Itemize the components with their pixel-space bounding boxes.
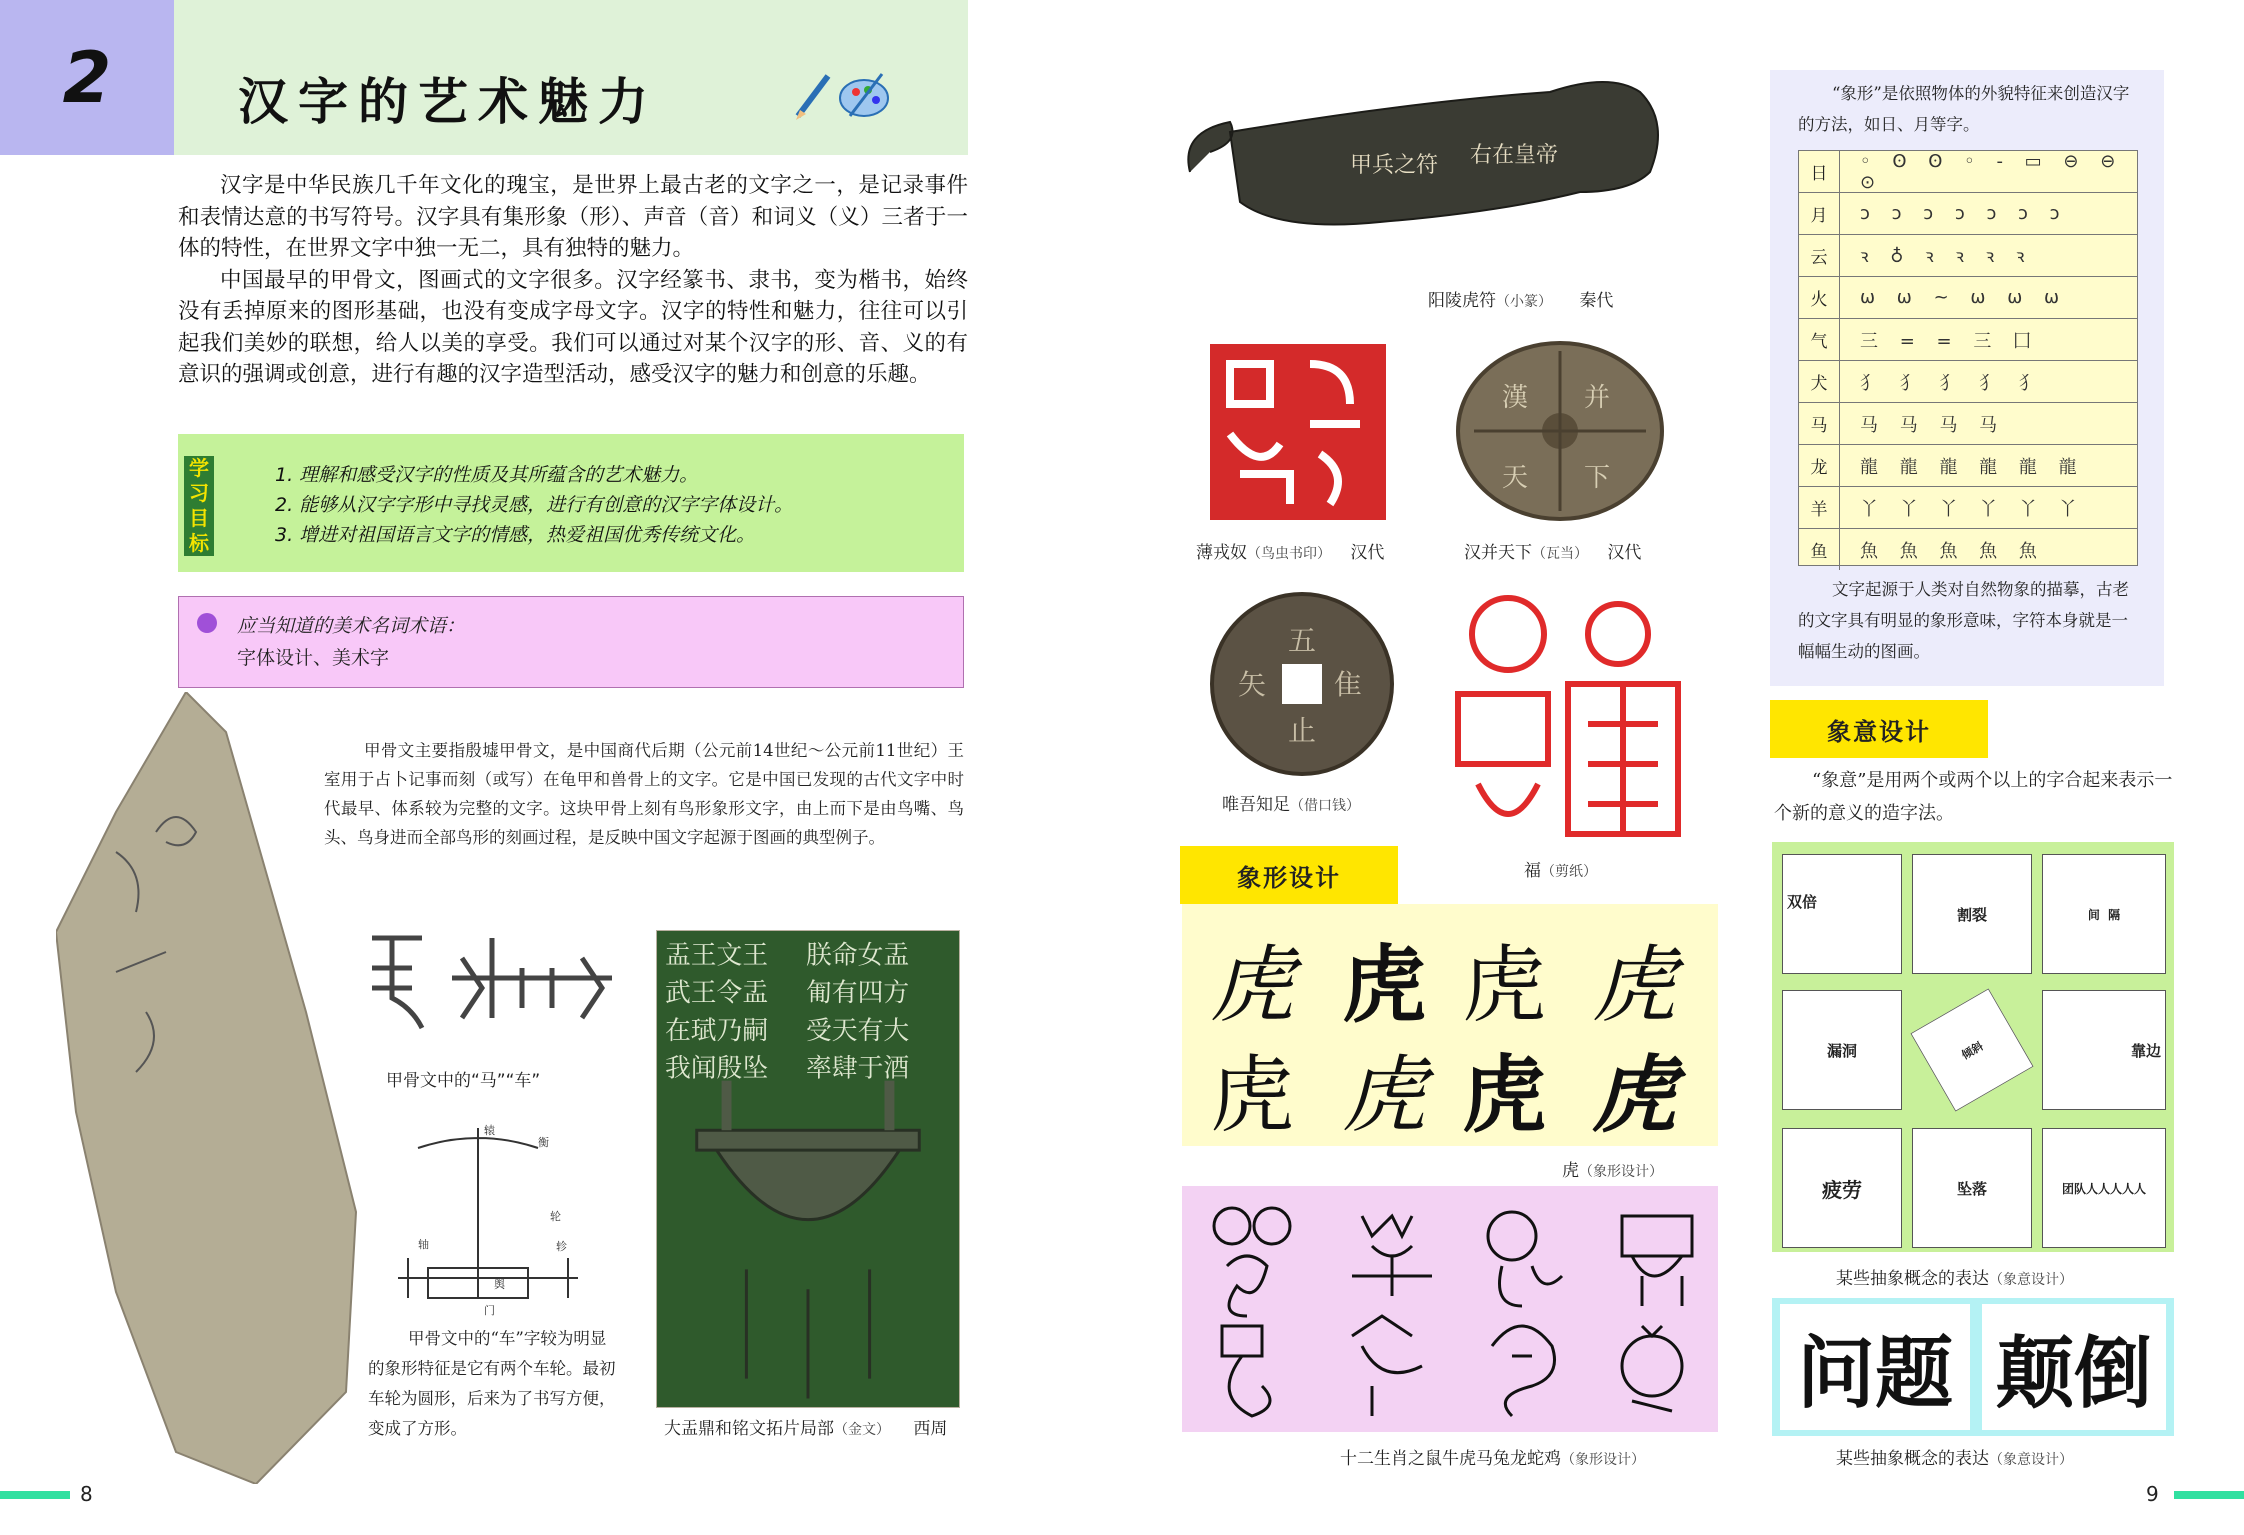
fu-papercut-photo <box>1438 584 1694 852</box>
tiger-tally-caption: 阳陵虎符（小篆） 秦代 <box>1428 291 1614 311</box>
seal-pattern <box>1210 344 1386 520</box>
objective-2: 2. 能够从汉字字形中寻找灵感，进行有创意的汉字字体设计。 <box>275 494 794 516</box>
seal-caption: 薄戎奴（鸟虫书印） 汉代 <box>1196 543 1385 563</box>
tiger-char-8: 虎 <box>1592 1046 1677 1144</box>
cart-label-yu: 舆 <box>494 1278 505 1291</box>
tiger-char-6: 虎 <box>1342 1046 1427 1144</box>
page-number-left: 8 <box>80 1482 93 1506</box>
zodiac-designs-box <box>1182 1186 1718 1432</box>
xiangxing-table-char: 云 <box>1799 235 1840 276</box>
svg-text:匍有四方: 匍有四方 <box>806 978 910 1009</box>
chapter-title-bar <box>174 0 968 155</box>
svg-text:止: 止 <box>1288 714 1317 747</box>
concept-cell-3: 间 隔 <box>2042 854 2166 974</box>
concept-cell-1: 双倍 <box>1782 854 1902 974</box>
tiger-char-7: 虎 <box>1462 1046 1547 1144</box>
tiger-tally-photo <box>1170 62 1690 262</box>
ding-caption: 大盂鼎和铭文拓片局部（金文） 西周 <box>664 1419 948 1439</box>
svg-text:在珷乃嗣: 在珷乃嗣 <box>664 1015 769 1046</box>
xiangxing-table-row <box>1799 361 2137 403</box>
pencil-palette-icon <box>792 66 892 122</box>
xiangxing-table-forms: ѡ ѡ ~ ѡ ѡ ѡ <box>1860 287 2068 308</box>
xiangxing-table-char: 气 <box>1799 319 1840 360</box>
concept-cell-6: 靠边 <box>2042 990 2166 1110</box>
concept-cell-9: 团队人人人人人 <box>2042 1128 2166 1248</box>
terms-text: 字体设计、美术字 <box>237 647 390 669</box>
xiangxing-table-forms: 马 马 马 马 <box>1860 414 2006 436</box>
svg-text:五: 五 <box>1288 624 1317 657</box>
svg-text:漢: 漢 <box>1502 383 1529 413</box>
horse-cart-caption: 甲骨文中的“马”“车” <box>386 1071 541 1091</box>
terms-box <box>178 596 964 688</box>
tiger-caption: 虎（象形设计） <box>1562 1161 1663 1181</box>
xiangxing-table-forms: ɔ ɔ ɔ ɔ ɔ ɔ ɔ <box>1860 203 2068 224</box>
xiangxing-table-char: 火 <box>1799 277 1840 318</box>
tiger-char-4: 虎 <box>1592 936 1677 1034</box>
oracle-bone-photo <box>56 692 360 1484</box>
tile-caption: 汉并天下（瓦当） 汉代 <box>1464 543 1642 563</box>
tiger-designs-box <box>1182 904 1718 1146</box>
xiangxing-table-row <box>1799 487 2137 529</box>
svg-text:朕命女盂: 朕命女盂 <box>806 940 910 971</box>
xiangxing-table <box>1798 150 2138 566</box>
xiangxing-table-char: 犬 <box>1799 361 1840 402</box>
objective-3: 3. 增进对祖国语言文字的情感，热爱祖国优秀传统文化。 <box>275 524 756 546</box>
objective-1: 1. 理解和感受汉字的性质及其所蕴含的艺术魅力。 <box>275 464 699 486</box>
chapter-number-box <box>0 0 174 155</box>
bird-seal-photo <box>1210 344 1386 520</box>
tiger-char-1: 虎 <box>1210 936 1295 1034</box>
cart-label-yuan: 辕 <box>484 1124 495 1137</box>
xiangxing-table-forms: ꝛ ♁ ꝛ ꝛ ꝛ ꝛ <box>1860 245 2033 267</box>
concept-cell-2: 割裂 <box>1912 854 2032 974</box>
coin-photo <box>1208 590 1396 778</box>
concept-big-box <box>1772 1298 2174 1436</box>
xiangxing-table-forms: 三 = = 三 ⼞ <box>1860 330 2040 352</box>
cart-label-lun: 轮 <box>550 1210 561 1223</box>
pictographic-heading: 象形设计 <box>1180 846 1398 904</box>
zodiac-caption: 十二生肖之鼠牛虎马兔龙蛇鸡（象形设计） <box>1340 1449 1645 1469</box>
xiangxing-box <box>1770 70 2164 686</box>
svg-text:受天有大: 受天有大 <box>806 1015 910 1046</box>
oracle-horse-cart-chars <box>362 928 624 1038</box>
xiangxing-table-forms: 魚 魚 魚 魚 魚 <box>1860 540 2045 562</box>
cart-label-zhou: 轴 <box>418 1238 429 1251</box>
cart-label-heng: 衡 <box>538 1136 549 1149</box>
xiangxing-table-char: 羊 <box>1799 487 1840 528</box>
page-bar-left <box>0 1491 70 1499</box>
xiangxing-table-row <box>1799 277 2137 319</box>
zodiac-drawings <box>1182 1186 1718 1432</box>
cart-caption: 甲骨文中的“车”字较为明显的象形特征是它有两个车轮。最初车轮为圆形，后来为了书写方便，变成了方形。 <box>368 1329 616 1438</box>
coin-caption: 唯吾知足（借口钱） <box>1222 795 1360 815</box>
xiangxing-table-row <box>1799 529 2137 570</box>
svg-text:武王令盂: 武王令盂 <box>664 978 769 1009</box>
roof-tile-photo <box>1454 336 1666 526</box>
svg-text:右在皇帝: 右在皇帝 <box>1470 143 1559 168</box>
ideographic-heading: 象意设计 <box>1770 700 1988 758</box>
xiangyi-intro: “象意”是用两个或两个以上的字合起来表示一个新的意义的造字法。 <box>1774 770 2173 824</box>
xiangxing-note: 文字起源于人类对自然物象的描摹，古老的文字具有明显的象形意味，字符本身就是一幅幅生动的图画。 <box>1798 580 2129 661</box>
svg-text:率肆于酒: 率肆于酒 <box>806 1053 910 1084</box>
terms-heading: 应当知道的美术名词术语： <box>237 615 466 637</box>
svg-text:隹: 隹 <box>1334 668 1363 701</box>
svg-text:我闻殷坠: 我闻殷坠 <box>664 1053 769 1084</box>
xiangxing-table-forms: ◦ ʘ ʘ ◦ - ▭ ⊖ ⊖ ⊙ <box>1860 150 2124 193</box>
svg-text:盂王文王: 盂王文王 <box>664 940 769 971</box>
bullet-dot-icon <box>197 613 217 633</box>
objectives-box <box>178 434 964 572</box>
page-bar-right <box>2174 1491 2244 1499</box>
svg-text:矢: 矢 <box>1238 668 1267 701</box>
concept-grid-box <box>1772 842 2174 1252</box>
tiger-char-3: 虎 <box>1462 936 1547 1034</box>
oracle-paragraph: 甲骨文主要指殷墟甲骨文，是中国商代后期（公元前14世纪～公元前11世纪）王室用于占卜记事而刻（或写）在龟甲和兽骨上的文字。它是中国已发现的古代文字中时代最早、体系较为完整的文字。这块甲骨上刻有鸟形象形文字，由上而下是由鸟嘴、鸟头、鸟身进而全部鸟形的刻画过程，是反映中国文字起源于图画的典型例子。 <box>324 741 964 847</box>
xiangxing-table-row <box>1799 151 2137 193</box>
concept-caption: 某些抽象概念的表达（象意设计） <box>1836 1269 2073 1289</box>
cart-diagram <box>378 1118 600 1318</box>
xiangxing-table-char: 日 <box>1799 151 1840 192</box>
cart-label-men: 门 <box>484 1304 495 1317</box>
xiangxing-intro: “象形”是依照物体的外貌特征来创造汉字的方法，如日、月等字。 <box>1798 84 2130 134</box>
xiangxing-table-forms: 犭 犭 犭 犭 犭 <box>1860 372 2045 394</box>
svg-text:下: 下 <box>1584 463 1611 493</box>
xiangxing-table-row <box>1799 403 2137 445</box>
xiangxing-table-row <box>1799 445 2137 487</box>
chapter-number: 2 <box>62 36 112 119</box>
cart-label-zhen: 轸 <box>556 1240 567 1253</box>
page-number-right: 9 <box>2146 1482 2159 1506</box>
xiangxing-table-char: 鱼 <box>1799 529 1840 570</box>
concept-cell-7: 疲劳 <box>1782 1128 1902 1248</box>
concept-big-right: 颠倒 <box>1982 1304 2166 1430</box>
xiangxing-table-row <box>1799 319 2137 361</box>
intro-paragraph-2: 中国最早的甲骨文，图画式的文字很多。汉字经篆书、隶书，变为楷书，始终没有丢掉原来的图形基础，也没有变成字母文字。汉字的特性和魅力，往往可以引起我们美妙的联想，给人以美的享受。我们可以通过对某个汉字的形、音、义的有意识的强调或创意，进行有趣的汉字造型活动，感受汉字的魅力和创意的乐趣。 <box>178 267 968 387</box>
xiangxing-table-forms: 龍 龍 龍 龍 龍 龍 <box>1860 456 2085 478</box>
xiangxing-table-char: 龙 <box>1799 445 1840 486</box>
intro-paragraph-1: 汉字是中华民族几千年文化的瑰宝，是世界上最古老的文字之一，是记录事件和表情达意的书写符号。汉字具有集形象（形）、声音（音）和词义（义）三者于一体的特性，在世界文字中独一无二，具有独特的魅力。 <box>178 173 968 261</box>
xiangxing-table-row <box>1799 193 2137 235</box>
xiangxing-table-char: 马 <box>1799 403 1840 444</box>
concept-cell-4: 漏洞 <box>1782 990 1902 1110</box>
xiangxing-table-row <box>1799 235 2137 277</box>
concept-cell-5: 倾斜 <box>1911 989 2034 1112</box>
svg-text:甲兵之符: 甲兵之符 <box>1350 153 1439 178</box>
da-yu-ding-rubbing-photo <box>656 930 960 1408</box>
svg-text:天: 天 <box>1502 463 1529 493</box>
concept-caption-2: 某些抽象概念的表达（象意设计） <box>1836 1449 2073 1469</box>
concept-big-left: 问题 <box>1780 1304 1970 1430</box>
tiger-char-2: 虎 <box>1342 936 1427 1034</box>
intro-text <box>178 170 968 391</box>
concept-cell-8: 坠落 <box>1912 1128 2032 1248</box>
xiangxing-table-forms: 丫 丫 丫 丫 丫 丫 <box>1860 498 2085 520</box>
objectives-label: 学习目标 <box>184 456 214 556</box>
tiger-char-5: 虎 <box>1210 1046 1295 1144</box>
xiangxing-table-char: 月 <box>1799 193 1840 234</box>
svg-text:并: 并 <box>1584 383 1611 413</box>
papercut-caption: 福（剪纸） <box>1524 861 1597 881</box>
chapter-title: 汉字的艺术魅力 <box>238 73 658 131</box>
